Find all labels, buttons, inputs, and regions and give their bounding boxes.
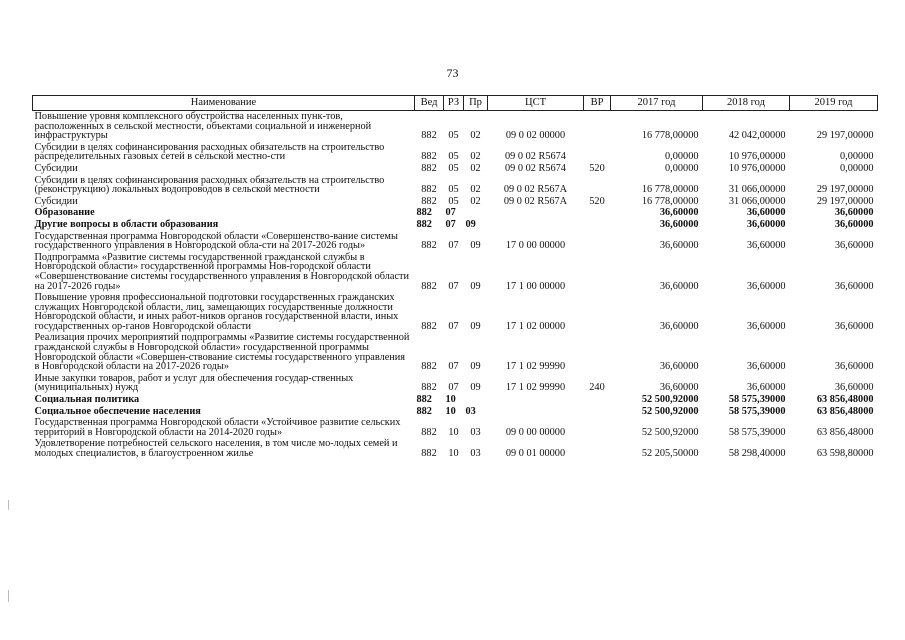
row-name-cell: Удовлетворение потребностей сельского населения, в том числе мо-лодых семей и молодых специалистов, в благоустроенном жилье [34,438,398,459]
row-pr-cell [464,207,488,219]
row-cst-cell [488,207,584,219]
row-2019-cell: 29 197,00000 [816,184,874,196]
row-2018-cell: 36,60000 [746,240,786,252]
header-cst: ЦСТ [488,96,584,111]
row-2017-cell: 16 778,00000 [641,184,699,196]
row-pr-cell: 09 [465,218,476,230]
row-2019-cell: 29 197,00000 [816,130,874,142]
row-name-cell: Повышение уровня профессиональной подготовки государственных гражданских служащих Новгородской области, лиц, замещающих государственные должности Новгородской области, и иных работ-ников органов государственной власти, иных государственных ор-ганов Новгородской области [34,292,399,332]
row-name-cell: Субсидии в целях софинансирования расходных обязательств на строительство (реконструкцию) локальных водопроводов в сельской местности [34,174,385,196]
row-2018-cell: 36,60000 [746,361,786,373]
row-name-cell: Государственная программа Новгородской области «Совершенство-вание системы государственного управления в Новгородской обла-сти на 2017-2026 годы» [34,230,398,252]
row-2017-cell: 36,60000 [659,280,699,292]
row-cst-cell: 09 0 01 00000 [505,448,566,459]
row-ved-cell: 882 [421,240,437,252]
row-2019-cell: 0,00000 [840,151,874,163]
row-rz-cell: 07 [448,382,459,394]
row-cst-cell: 17 1 02 00000 [505,320,566,332]
row-ved-cell: 882 [421,320,437,332]
row-pr-cell [464,394,488,406]
row-2018-cell: 42 042,00000 [728,130,786,142]
row-ved-cell: 882 [421,162,437,174]
row-2017-cell: 0,00000 [665,151,699,163]
row-cst-cell [488,394,584,406]
row-2017-cell: 36,60000 [659,382,699,394]
row-vr-cell [584,394,611,406]
row-rz-cell: 07 [448,280,459,292]
header-pr: Пр [464,96,488,111]
row-2019-cell: 63 856,48000 [816,426,874,438]
row-rz-cell: 07 [445,218,456,230]
row-cst-cell: 17 1 02 99990 [505,361,566,373]
row-2018-cell: 58 298,40000 [728,448,786,459]
row-rz-cell: 10 [448,448,459,459]
table-row [33,196,878,208]
row-rz-cell: 07 [448,320,459,332]
row-ved-cell: 882 [416,405,432,417]
table-row [33,394,878,406]
table-row [33,292,878,332]
row-pr-cell: 02 [470,130,481,142]
row-2018-cell: 36,60000 [746,207,786,219]
row-2019-cell: 29 197,00000 [816,195,874,207]
header-2019: 2019 год [790,96,878,111]
row-cst-cell [488,219,584,231]
row-name-cell: Социальная политика [34,394,140,406]
row-2019-cell: 36,60000 [834,382,874,394]
row-pr-cell: 09 [470,361,481,373]
row-2017-cell: 52 500,92000 [641,394,699,406]
row-rz-cell: 05 [448,130,459,142]
row-ved-cell: 882 [421,195,437,207]
row-ved-cell: 882 [416,218,432,230]
row-2019-cell: 63 598,80000 [816,448,874,459]
row-cst-cell: 09 0 02 R567А [503,184,568,196]
table-row [33,207,878,219]
table-row [33,175,878,196]
row-cst-cell: 17 1 02 99990 [505,382,566,394]
row-2017-cell: 0,00000 [665,162,699,174]
row-2018-cell: 36,60000 [746,320,786,332]
row-2017-cell: 52 500,92000 [641,426,699,438]
row-ved-cell: 882 [416,207,432,219]
row-vr-cell [584,438,611,459]
row-2019-cell: 0,00000 [840,162,874,174]
row-pr-cell: 02 [470,151,481,163]
row-vr-cell [584,111,611,142]
row-name-cell: Образование [34,207,95,219]
row-rz-cell: 10 [445,394,456,406]
row-2018-cell: 31 066,00000 [728,184,786,196]
row-2019-cell: 36,60000 [834,207,874,219]
row-2019-cell: 63 856,48000 [816,394,874,406]
row-2017-cell: 36,60000 [659,361,699,373]
row-ved-cell: 882 [421,184,437,196]
table-row [33,438,878,459]
table-row [33,111,878,142]
row-rz-cell: 10 [448,426,459,438]
row-vr-cell: 520 [589,195,605,207]
table-row [33,332,878,372]
row-pr-cell: 09 [470,382,481,394]
row-cst-cell [488,406,584,418]
row-vr-cell [584,332,611,372]
row-cst-cell: 09 0 02 R5674 [505,151,566,163]
row-2018-cell: 36,60000 [746,218,786,230]
row-ved-cell: 882 [421,280,437,292]
row-2018-cell: 36,60000 [746,280,786,292]
row-pr-cell: 03 [465,405,476,417]
scan-edge-mark [8,500,9,510]
row-2018-cell: 58 575,39000 [728,405,786,417]
row-vr-cell [584,417,611,438]
row-2019-cell: 63 856,48000 [816,405,874,417]
table-header-row [33,96,878,111]
table-row [33,252,878,292]
row-cst-cell: 09 0 02 R5674 [505,162,566,174]
scan-edge-mark [8,590,9,602]
row-cst-cell: 09 0 02 R567А [503,195,568,207]
row-2017-cell: 52 500,92000 [641,405,699,417]
table-row [33,219,878,231]
row-ved-cell: 882 [416,394,432,406]
row-2019-cell: 36,60000 [834,361,874,373]
row-name-cell: Субсидии [34,195,78,207]
row-pr-cell: 09 [470,320,481,332]
row-name-cell: Реализация прочих мероприятий подпрограммы «Развитие системы государственной гражданской службы в Новгородской области» государственной программы Новгородской области «Совершен-ствование системы государственного управления в Новгородской области на 2017-2026 годы» [34,332,410,373]
row-2018-cell: 58 575,39000 [728,426,786,438]
row-vr-cell [584,142,611,163]
budget-table [32,95,878,460]
row-2017-cell: 16 778,00000 [641,130,699,142]
row-pr-cell: 02 [470,184,481,196]
row-pr-cell: 02 [470,195,481,207]
row-name-cell: Другие вопросы в области образования [34,218,219,230]
row-vr-cell: 240 [589,382,605,394]
row-ved-cell: 882 [421,426,437,438]
row-rz-cell: 05 [448,195,459,207]
row-rz-cell: 07 [448,240,459,252]
row-name-cell: Повышение уровня комплексного обустройства населенных пунк-тов, расположенных в сельской местности, объектами социальной и инженерной инфраструктуры [34,111,372,142]
row-2018-cell: 10 976,00000 [728,151,786,163]
row-ved-cell: 882 [421,382,437,394]
row-rz-cell: 05 [448,184,459,196]
row-2018-cell: 36,60000 [746,382,786,394]
row-vr-cell [584,292,611,332]
row-vr-cell [584,252,611,292]
header-ved: Вед [415,96,444,111]
row-name-cell: Государственная программа Новгородской области «Устойчивое развитие сельских территорий в Новгородской области на 2014-2020 годы» [34,417,401,438]
row-vr-cell [584,207,611,219]
row-cst-cell: 17 1 00 00000 [505,280,566,292]
row-cst-cell: 17 0 00 00000 [505,240,566,252]
row-pr-cell: 02 [470,162,481,174]
row-2017-cell: 36,60000 [659,218,699,230]
header-2017: 2017 год [611,96,703,111]
table-row [33,142,878,163]
table-row [33,406,878,418]
row-name-cell: Подпрограмма «Развитие системы государственной гражданской службы в Новгородской области» государственной программы Нов-городской области «Совершенствование системы государственного управления в Новгородской области на 2017-2026 годы» [34,251,410,292]
row-name-cell: Субсидии в целях софинансирования расходных обязательств на строительство распределительных газовых сетей в сельской местно-сти [34,141,385,163]
row-rz-cell: 07 [445,207,456,219]
row-ved-cell: 882 [421,151,437,163]
header-rz: РЗ [444,96,464,111]
row-cst-cell: 09 0 00 00000 [505,426,566,438]
row-rz-cell: 05 [448,151,459,163]
row-2018-cell: 10 976,00000 [728,162,786,174]
row-pr-cell: 09 [470,280,481,292]
row-name-cell: Иные закупки товаров, работ и услуг для обеспечения государ-ственных (муниципальных) нужд [34,372,354,394]
table-body [33,111,878,460]
row-2019-cell: 36,60000 [834,240,874,252]
header-vr: ВР [584,96,611,111]
row-ved-cell: 882 [421,361,437,373]
row-ved-cell: 882 [421,130,437,142]
row-2017-cell: 36,60000 [659,320,699,332]
row-2019-cell: 36,60000 [834,280,874,292]
row-ved-cell: 882 [421,448,437,459]
row-2017-cell: 36,60000 [659,240,699,252]
row-cst-cell: 09 0 02 00000 [505,130,566,142]
header-2018: 2018 год [703,96,790,111]
row-2019-cell: 36,60000 [834,320,874,332]
row-2019-cell: 36,60000 [834,218,874,230]
row-name-cell: Субсидии [34,162,78,174]
row-rz-cell: 07 [448,361,459,373]
row-vr-cell [584,175,611,196]
table-row [33,163,878,175]
table-row [33,231,878,252]
row-rz-cell: 05 [448,162,459,174]
table-row [33,373,878,394]
header-name: Наименование [33,96,415,111]
row-2017-cell: 52 205,50000 [641,448,699,459]
row-2018-cell: 31 066,00000 [728,195,786,207]
row-vr-cell: 520 [589,162,605,174]
row-rz-cell: 10 [445,405,456,417]
row-vr-cell [584,231,611,252]
row-pr-cell: 03 [470,448,481,459]
table-row [33,417,878,438]
page-number: 73 [446,66,459,80]
row-vr-cell [584,219,611,231]
row-pr-cell: 03 [470,426,481,438]
row-name-cell: Социальное обеспечение населения [34,405,201,417]
row-vr-cell [584,406,611,418]
row-2018-cell: 58 575,39000 [728,394,786,406]
row-2017-cell: 36,60000 [659,207,699,219]
row-pr-cell: 09 [470,240,481,252]
row-2017-cell: 16 778,00000 [641,195,699,207]
